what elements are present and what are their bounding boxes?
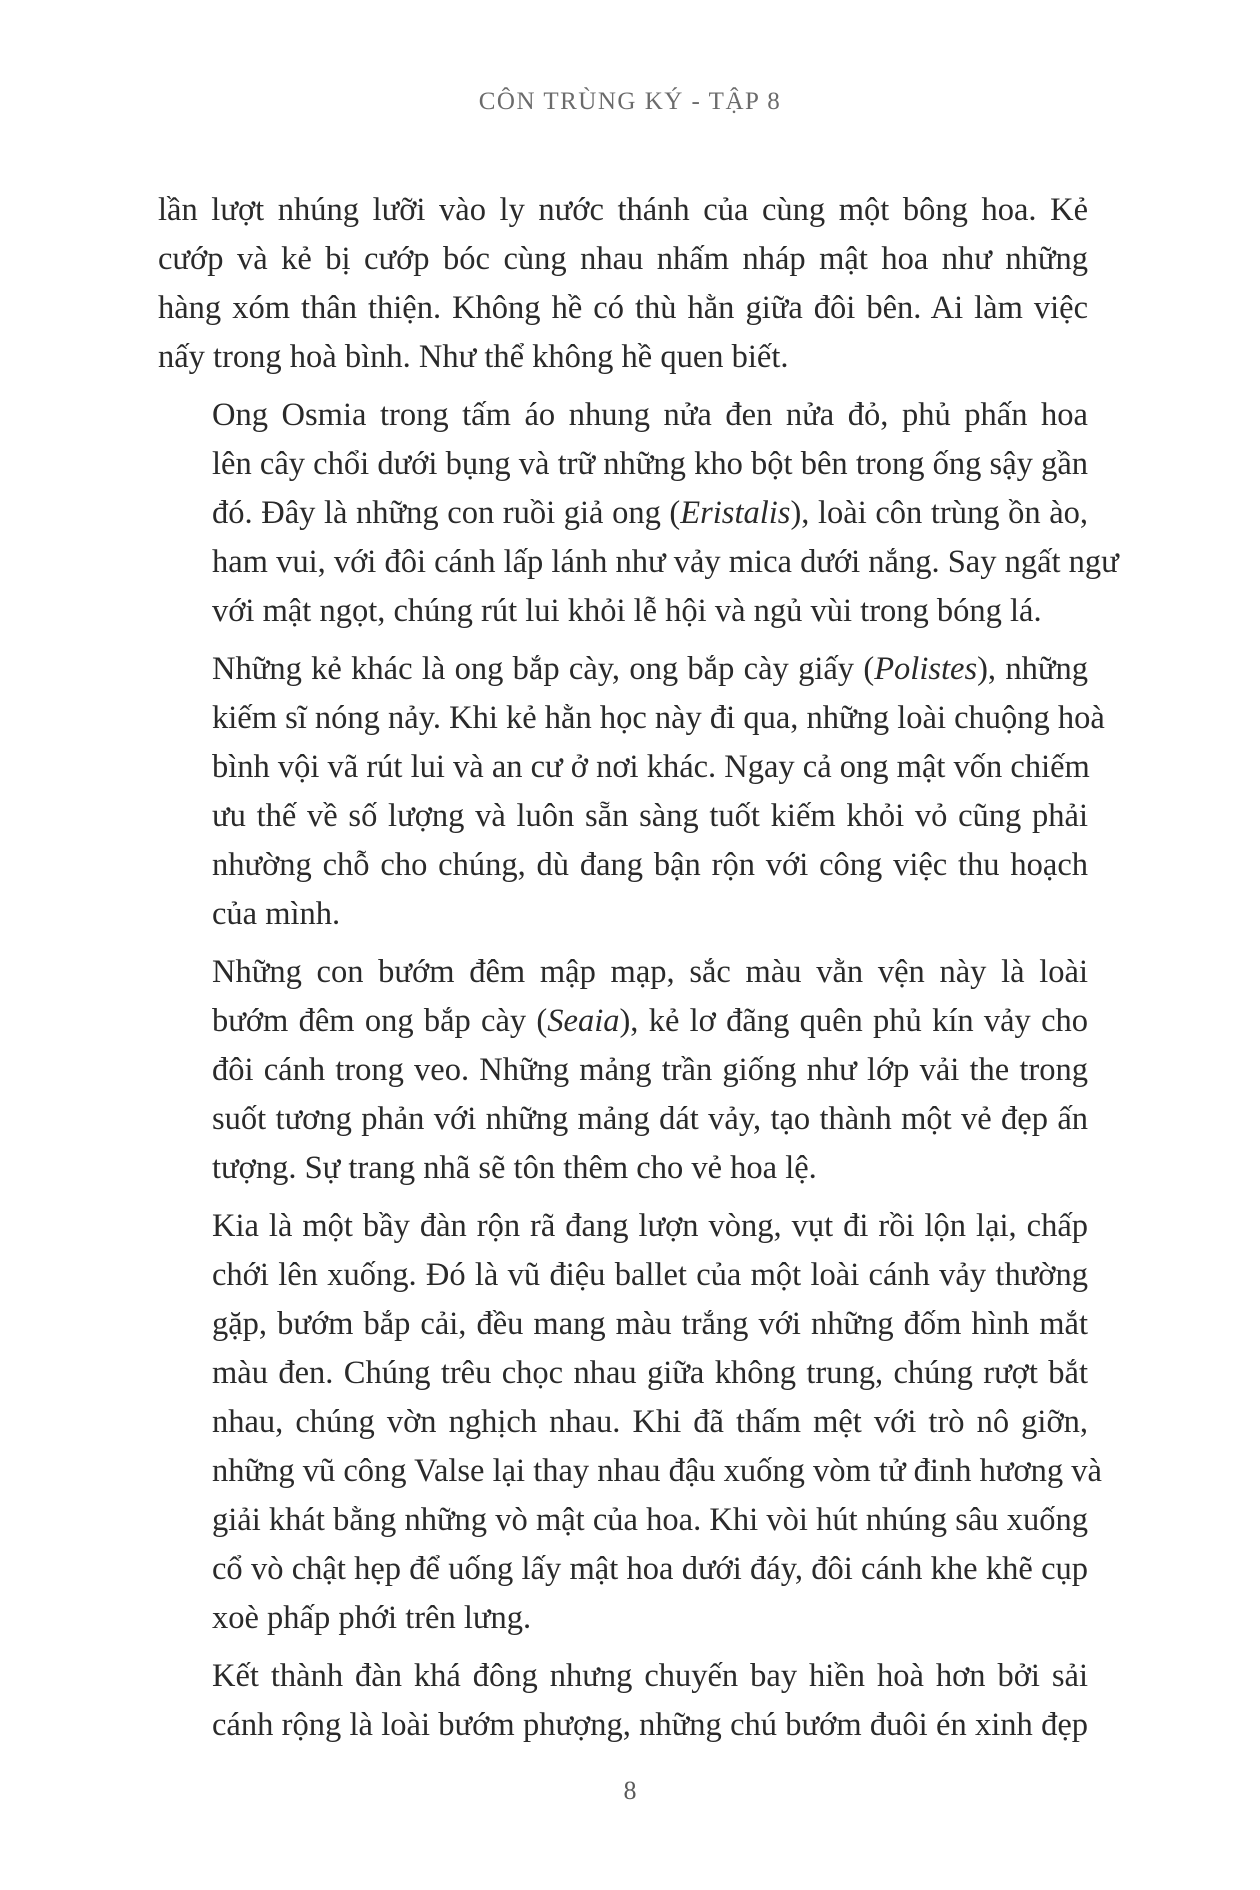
text-line: hàng xóm thân thiện. Không hề có thù hằn giữa đôi bên. Ai làm việc (158, 290, 1088, 326)
text-line: lên cây chổi dưới bụng và trữ những kho bột bên trong ống sậy gần (212, 446, 1088, 482)
text-run: ), những (977, 651, 1088, 687)
text-line (158, 645, 1088, 694)
text-line: giải khát bằng những vò mật của hoa. Khi vòi hút nhúng sâu xuống (212, 1502, 1088, 1538)
text-line: ưu thế về số lượng và luôn sẵn sàng tuốt kiếm khỏi vỏ cũng phải (212, 798, 1088, 834)
text-run: bướm đêm ong bắp cày ( (212, 1003, 548, 1039)
text-line: lần lượt nhúng lưỡi vào ly nước thánh của cùng một bông hoa. Kẻ (158, 192, 1088, 228)
text-run: ), loài côn trùng ồn ào, (790, 495, 1088, 531)
text-line: tượng. Sự trang nhã sẽ tôn thêm cho vẻ hoa lệ. (212, 1150, 817, 1186)
paragraph (158, 186, 1088, 382)
paragraph (158, 948, 1088, 1193)
text-line (158, 997, 1088, 1046)
text-line: của mình. (212, 896, 341, 932)
text-line: Những con bướm đêm mập mạp, sắc màu vằn vện này là loài (212, 954, 1088, 990)
text-line: cổ vò chật hẹp để uống lấy mật hoa dưới đáy, đôi cánh khe khẽ cụp (212, 1551, 1088, 1587)
page-number: 8 (623, 1776, 637, 1805)
text-line: nhường chỗ cho chúng, dù đang bận rộn với công việc thu hoạch (212, 847, 1088, 883)
text-line: ham vui, với đôi cánh lấp lánh như vảy mica dưới nắng. Say ngất ngư (212, 544, 1119, 580)
running-header: CÔN TRÙNG KÝ - TẬP 8 (478, 88, 782, 115)
text-line: suốt tương phản với những mảng dát vảy, tạo thành một vẻ đẹp ấn (212, 1101, 1088, 1137)
text-line: những vũ công Valse lại thay nhau đậu xuống vòm tử đinh hương và (212, 1453, 1102, 1489)
text-line: xoè phấp phới trên lưng. (212, 1600, 532, 1636)
text-line: cướp và kẻ bị cướp bóc cùng nhau nhấm nháp mật hoa như những (158, 241, 1088, 277)
text-line: kiếm sĩ nóng nảy. Khi kẻ hằn học này đi qua, những loài chuộng hoà (212, 700, 1105, 736)
text-run: đó. Đây là những con ruồi giả ong ( (212, 495, 681, 531)
scientific-name: Polistes (874, 651, 978, 687)
body-text (158, 186, 1119, 1759)
scientific-name: Eristalis (680, 495, 791, 531)
paragraph (158, 1652, 1088, 1750)
text-line: nấy trong hoà bình. Như thể không hề quen biết. (158, 339, 789, 375)
text-line: gặp, bướm bắp cải, đều mang màu trắng với những đốm hình mắt (212, 1306, 1088, 1342)
text-line: cánh rộng là loài bướm phượng, những chú bướm đuôi én xinh đẹp (212, 1707, 1088, 1743)
text-run: ), kẻ lơ đãng quên phủ kín vảy cho (619, 1003, 1088, 1039)
paragraph (158, 1202, 1102, 1643)
text-line: Kết thành đàn khá đông nhưng chuyến bay hiền hoà hơn bởi sải (212, 1658, 1088, 1694)
text-line (158, 489, 1088, 538)
paragraph (158, 645, 1105, 939)
text-line: nhau, chúng vờn nghịch nhau. Khi đã thấm mệt với trò nô giỡn, (212, 1404, 1088, 1440)
text-run: Những kẻ khác là ong bắp cày, ong bắp cày giấy ( (212, 651, 875, 687)
text-line: Ong Osmia trong tấm áo nhung nửa đen nửa đỏ, phủ phấn hoa (212, 397, 1088, 433)
text-line: với mật ngọt, chúng rút lui khỏi lễ hội và ngủ vùi trong bóng lá. (212, 593, 1042, 629)
text-line: Kia là một bầy đàn rộn rã đang lượn vòng, vụt đi rồi lộn lại, chấp (212, 1208, 1088, 1244)
scientific-name: Seaia (547, 1003, 620, 1039)
text-line: đôi cánh trong veo. Những mảng trần giống như lớp vải the trong (212, 1052, 1088, 1088)
paragraph (158, 391, 1119, 636)
text-line: chới lên xuống. Đó là vũ điệu ballet của một loài cánh vảy thường (212, 1257, 1088, 1293)
text-line: màu đen. Chúng trêu chọc nhau giữa không trung, chúng rượt bắt (212, 1355, 1088, 1391)
text-line: bình vội vã rút lui và an cư ở nơi khác. Ngay cả ong mật vốn chiếm (212, 749, 1090, 785)
